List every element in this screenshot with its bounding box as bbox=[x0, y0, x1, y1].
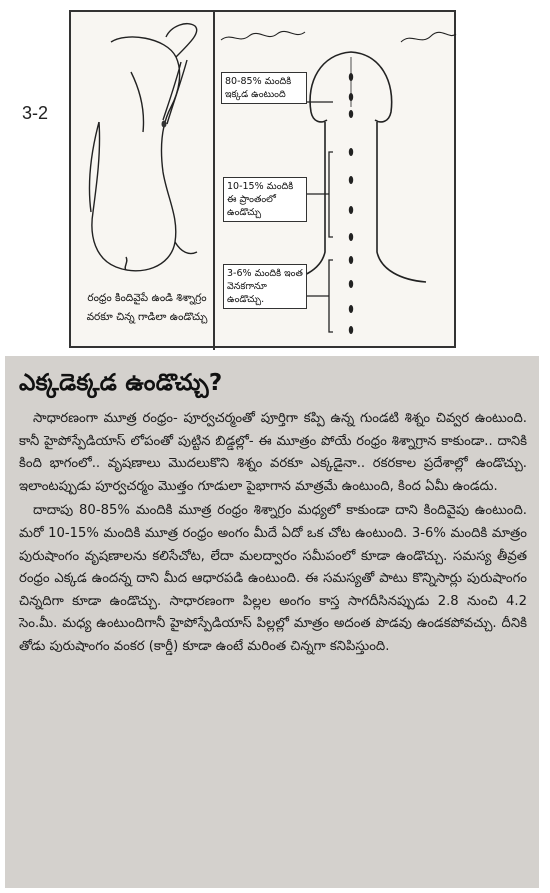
left-side-view-drawing bbox=[89, 24, 197, 271]
meatus-position-markers bbox=[349, 73, 353, 334]
opening-marker bbox=[162, 121, 167, 128]
article-headline: ఎక్కడెక్కడ ఉండొచ్చు? bbox=[19, 370, 223, 396]
callout-brackets bbox=[307, 102, 333, 332]
callout-10-15: 10-15% మందికి ఈ ప్రాంతంలో ఉండొచ్చు bbox=[223, 177, 307, 222]
figure-number: 3-2 bbox=[22, 103, 49, 123]
right-front-view-drawing bbox=[221, 31, 456, 282]
left-figure-caption: రంధ్రం కిందివైపే ఉండి శిశ్నాగ్రం వరకూ చిన్న గాడిలా ఉండొచ్చు bbox=[86, 292, 208, 323]
callout-3-6: 3-6% మందికి ఇంత వెనకగానూ ఉండొచ్చు. bbox=[223, 264, 307, 309]
anatomy-figure bbox=[69, 10, 456, 348]
article-paragraph: సాధారణంగా మూత్ర రంధ్రం- పూర్వచర్మంతో పూర్తిగా కప్పి ఉన్న గుండటి శిశ్నం చివ్వర ఉంటుంది. కానీ హైపోస్పేడియాస్ లోపంతో పుట్టిన బిడ్డల్లో- ఈ మూత్రం పోయే రంధ్రం శిశ్నాగ్రాన కాకుండా.. దానికి కింది భాగంలో.. వృషణాలు మొదలుకొని శిశ్నం వరకూ ఎక్కడైనా.. రకరకాల ప్రదేశాల్లో ఉండొచ్చు. ఇలాంటప్పుడు పూర్వచర్మం మొత్తం గూడులా పైభాగాన మాత్రమే ఉంటుంది, కింద ఏమీ ఉండదు. bbox=[19, 411, 527, 494]
article-paragraph: దాదాపు 80-85% మందికి మూత్ర రంధ్రం శిశ్నాగ్రం మధ్యలో కాకుండా దాని కిందివైపు ఉంటుంది. మరో 10-15% మందికి మూత్ర రంధ్రం అంగం మీదే ఏదో ఒక చోట ఉంటుంది. 3-6% మందికి మాత్రం పురుషాంగం వృషణాలను కలిసేచోట, లేదా మలద్వారం సమీపంలో కూడా ఉండొచ్చు. సమస్య తీవ్రత రంధ్రం ఎక్కడ ఉందన్న దాని మీద ఆధారపడి ఉంటుంది. ఈ సమస్యతో పాటు కొన్నిసార్లు పురుషాంగం చిన్నదిగా కూడా ఉండొచ్చు. సాధారణంగా పిల్లల అంగం కాస్త సాగదీసినప్పుడు 2.8 నుంచి 4.2 సెం.మీ. మధ్య ఉంటుందిగానీ హైపోస్పేడియాస్ పిల్లల్లో మాత్రం అదంత పొడవు ఉండకపోవచ్చు. దీనికి తోడు పురుషాంగం వంకర (కార్డీ) కూడా ఉంటే మరింత చిన్నగా కనిపిస్తుంది. bbox=[19, 503, 527, 654]
article-panel bbox=[5, 356, 539, 888]
callout-80-85: 80-85% మందికి ఇక్కడ ఉంటుంది bbox=[221, 72, 307, 104]
